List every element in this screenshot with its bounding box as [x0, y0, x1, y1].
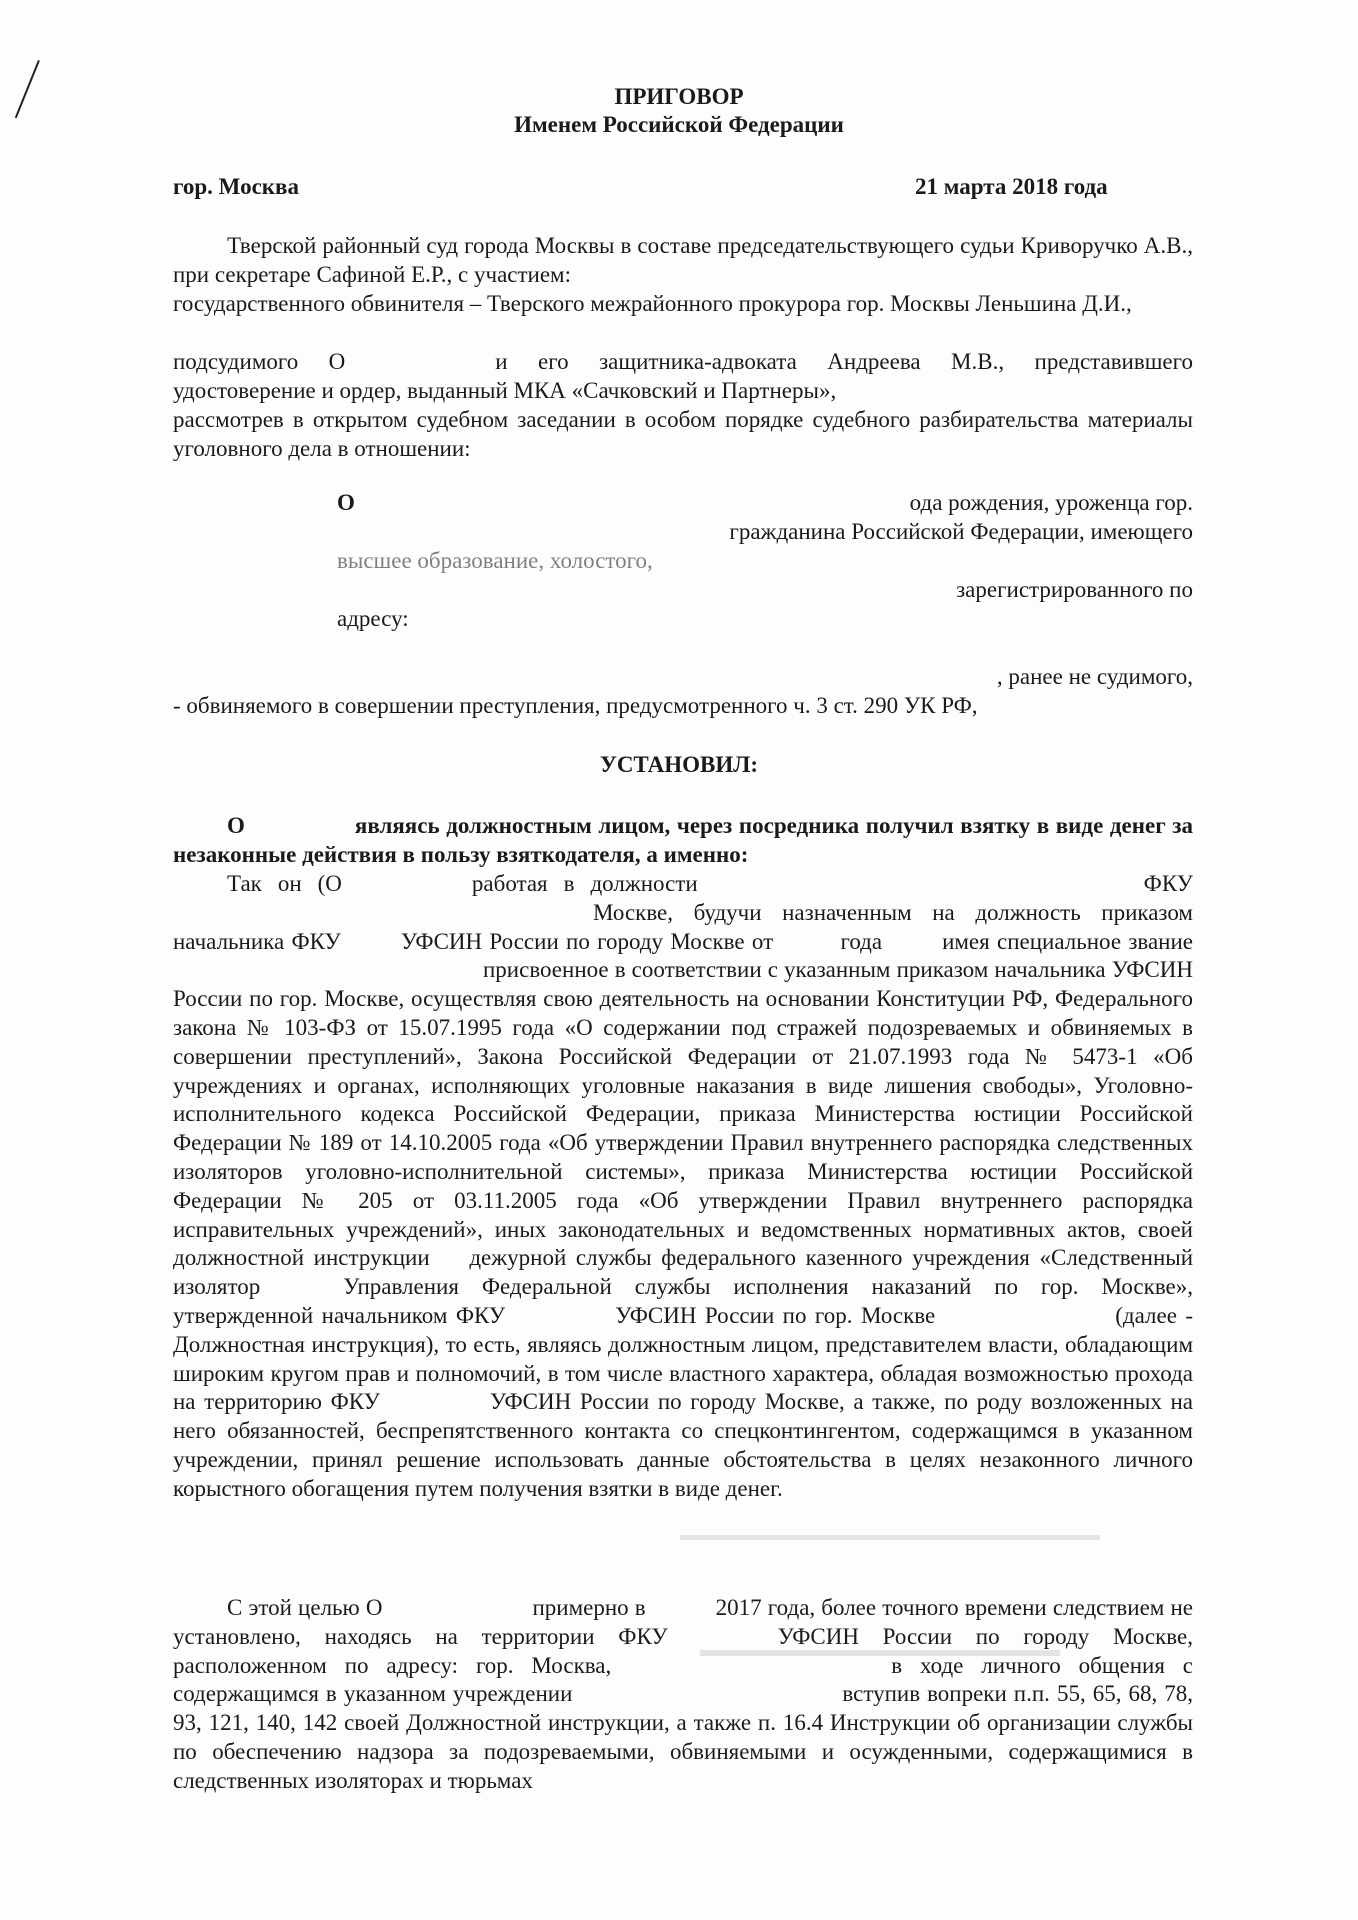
scan-smudge — [700, 1650, 1060, 1656]
person-address: адресу: — [337, 606, 409, 631]
purpose-paragraph — [173, 1594, 1193, 1796]
details-part: УФСИН России по городу Москве, а также, по роду возложенных на него обязанностей, беспрепятственного контакта со спецконтингентом, содержащимся в указанном учреждении, принял решение использовать данные обстоятельства в целях незаконного личного корыстного обогащения путем получения взятки в виде денег. — [173, 1389, 1193, 1501]
details-part: (далее - Должностная инструкция), то есть, являясь должностным лицом, представителем власти, обладающим широким кругом прав и полномочий, в том числе властного характера, обладая возможностью прохода на территорию ФКУ — [173, 1302, 1193, 1415]
details-paragraph — [173, 870, 1193, 1504]
details-part: года — [840, 928, 883, 954]
verdict-date: 21 марта 2018 года — [915, 174, 1108, 199]
details-part: дежурной службы федерального казенного учреждения «Следственный изолятор — [173, 1245, 1194, 1300]
defendant-prefix: подсудимого О — [173, 349, 346, 374]
established-heading: УСТАНОВИЛ: — [599, 752, 759, 777]
details-part: присвоенное в соответствии с указанным приказом начальника УФСИН России по гор. Москве, осуществляя свою деятельность на основании Конституции РФ, Федерального закона № 103-ФЗ от 15.07.1995 года «О содержании под стражей подозреваемых и обвиняемых в совершении преступлений», Закона Российской Федерации от 21.07.1993 года № 5473-1 «Об учреждениях и органах, исполняющих уголовные наказания в виде лишения свободы», Уголовно-исполнительного кодекса Российской Федерации, приказа Министерства юстиции Российской Федерации № 189 от 14.10.2005 года «Об утверждении Правил внутреннего распорядка следственных изоляторов уголовно-исполнительной системы», приказа Министерства юстиции Российской Федерации № 205 от 03.11.2005 года «Об утверждении Правил внутреннего распорядка исправительных учреждений», иных законодательных и ведомственных нормативных актов, своей должностной инструкции — [173, 957, 1193, 1271]
person-not-convicted: , ранее не судимого, — [996, 664, 1193, 689]
summary-paragraph — [173, 812, 1193, 870]
person-registered: зарегистрированного по — [956, 577, 1193, 602]
purpose-part: С этой целью О — [227, 1595, 383, 1620]
defendant-suffix: и его защитника-адвоката Андреева М.В., представившего удостоверение и ордер, выданный МКА «Сачковский и Партнеры», — [173, 349, 1194, 403]
person-initial: О — [337, 490, 355, 515]
person-education: высшее образование, холостого, — [337, 548, 653, 573]
summary-text: являясь должностным лицом, через посредника получил взятку в виде денег за незаконные действия в пользу взяткодателя, а именно: — [173, 813, 1193, 867]
summary-initial: О — [227, 813, 245, 838]
document-title: ПРИГОВОР — [614, 84, 744, 109]
details-part: Москве, будучи назначенным на должность приказом начальника ФКУ — [173, 899, 1193, 954]
considering-paragraph: рассмотрев в открытом судебном заседании в особом порядке судебного разбирательства материалы уголовного дела в отношении: — [173, 407, 1193, 461]
defendant-paragraph — [173, 348, 1193, 406]
accusation: - обвиняемого в совершении преступления, предусмотренного ч. 3 ст. 290 УК РФ, — [173, 693, 978, 718]
details-part: Управления Федеральной службы исполнения наказаний по гор. Москве», утвержденной начальником ФКУ — [173, 1274, 1193, 1328]
scan-smudge — [680, 1535, 1100, 1540]
purpose-part: в ходе личного общения с содержащимся в указанном учреждении — [173, 1652, 1193, 1707]
details-part: работая в должности — [471, 871, 698, 896]
details-part: УФСИН России по гор. Москве — [615, 1302, 936, 1328]
person-citizen: гражданина Российской Федерации, имеющего — [729, 519, 1193, 544]
document-subtitle: Именем Российской Федерации — [514, 112, 844, 137]
details-part: ФКУ — [1143, 871, 1194, 896]
details-part: имея специальное звание — [942, 928, 1193, 954]
details-part: Так он (О — [227, 871, 342, 896]
purpose-part: 2017 года, более точного времени следствием не установлено, находясь на территории ФКУ — [173, 1595, 1193, 1649]
details-part: УФСИН России по городу Москве от — [400, 928, 774, 954]
purpose-part: примерно в — [532, 1595, 646, 1620]
court-composition: Тверской районный суд города Москвы в составе председательствующего судьи Криворучко А.В., при секретаре Сафиной Е.Р., с участием: — [173, 233, 1193, 287]
prosecutor: государственного обвинителя – Тверского межрайонного прокурора гор. Москвы Леньшина Д.И., — [173, 291, 1132, 316]
purpose-part: УФСИН России по городу Москве, расположенном по адресу: гор. Москва, — [173, 1623, 1193, 1678]
purpose-part: вступив вопреки п.п. 55, 65, 68, 78, 93, 121, 140, 142 своей Должностной инструкции, а также п. 16.4 Инструкции об организации службы по обеспечению надзора за подозреваемыми, обвиняемыми и осужденными, содержащимися в следственных изоляторах и тюрьмах — [173, 1681, 1193, 1793]
verdict-place: гор. Москва — [173, 174, 299, 199]
person-born: ода рождения, уроженца гор. — [909, 490, 1193, 515]
